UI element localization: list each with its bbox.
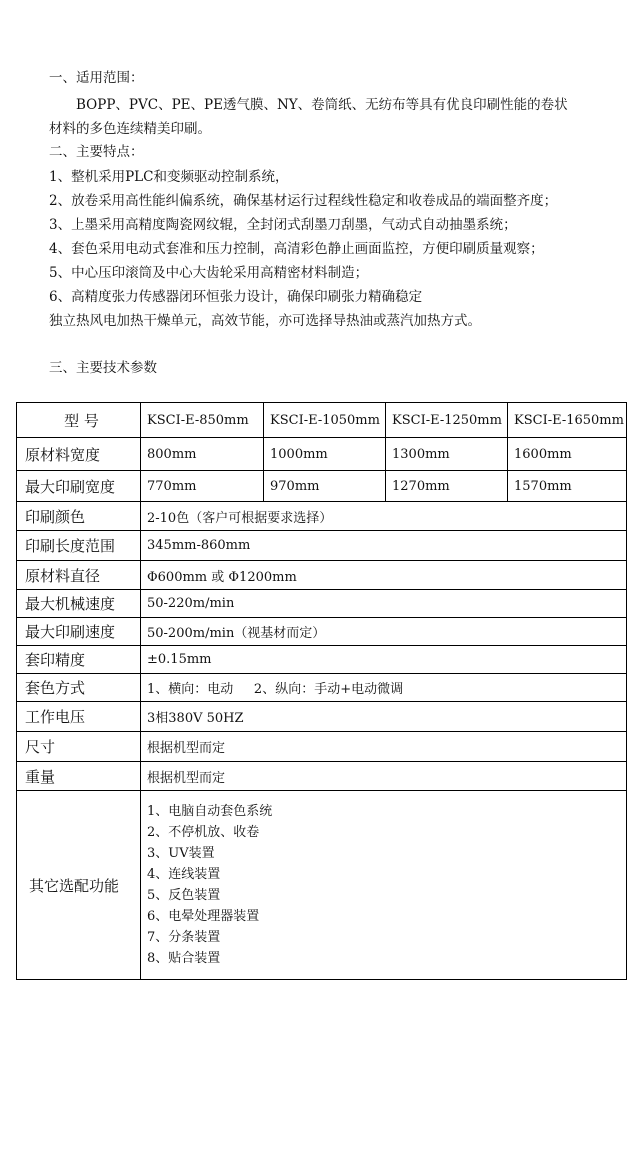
model-label: 型 号 — [17, 403, 141, 438]
row-label: 原材料直径 — [17, 561, 141, 590]
row-label: 最大机械速度 — [17, 590, 141, 618]
scope-title: 一、适用范围： — [49, 70, 144, 86]
row-label: 印刷颜色 — [17, 502, 141, 531]
row-value: 50-200m/min（视基材而定） — [141, 618, 627, 646]
table-row — [17, 732, 627, 762]
table-header-row — [17, 403, 627, 438]
scope-text: 材料的多色连续精美印刷。 — [49, 121, 211, 137]
row-value: 345mm-860mm — [141, 531, 627, 561]
row-value: ±0.15mm — [141, 646, 627, 674]
options-list — [141, 791, 627, 980]
table-row — [17, 674, 627, 702]
row-value: 1、横向：电动 2、纵向：手动+电动微调 — [141, 674, 627, 702]
row-value: 1570mm — [508, 471, 627, 502]
model-cell: KSCI-E-1650mm — [508, 403, 627, 438]
row-value: 2-10色（客户可根据要求选择） — [141, 502, 627, 531]
scope-text: BOPP、PVC、PE、PE透气膜、NY、卷筒纸、无纺布等具有优良印刷性能的卷状 — [76, 97, 568, 113]
row-value: 1000mm — [264, 438, 386, 471]
option-item: 5、反色装置 — [147, 888, 221, 903]
table-row — [17, 531, 627, 561]
option-item: 2、不停机放、收卷 — [147, 825, 260, 840]
option-item: 3、UV装置 — [147, 846, 215, 861]
model-cell: KSCI-E-850mm — [141, 403, 264, 438]
row-value: 根据机型而定 — [141, 732, 627, 762]
feature-item: 5、中心压印滚筒及中心大齿轮采用高精密材料制造； — [49, 265, 369, 281]
options-row — [17, 791, 627, 980]
params-title: 三、主要技术参数 — [49, 360, 157, 376]
row-value: 770mm — [141, 471, 264, 502]
row-value: Φ600mm 或 Φ1200mm — [141, 561, 627, 590]
row-value: 1270mm — [386, 471, 508, 502]
row-label: 套色方式 — [17, 674, 141, 702]
table-row — [17, 561, 627, 590]
feature-item: 4、套色采用电动式套准和压力控制，高清彩色静止画面监控，方便印刷质量观察； — [49, 241, 544, 257]
row-label: 最大印刷速度 — [17, 618, 141, 646]
row-value: 1600mm — [508, 438, 627, 471]
row-value: 1300mm — [386, 438, 508, 471]
table-row — [17, 502, 627, 531]
table-row — [17, 762, 627, 791]
row-value: 50-220m/min — [141, 590, 627, 618]
table-row — [17, 702, 627, 732]
table-row — [17, 618, 627, 646]
table-row — [17, 590, 627, 618]
row-label: 工作电压 — [17, 702, 141, 732]
option-item: 8、贴合装置 — [147, 951, 221, 966]
option-item: 1、电脑自动套色系统 — [147, 804, 273, 819]
row-value: 3相380V 50HZ — [141, 702, 627, 732]
spec-table — [16, 402, 627, 980]
option-item: 6、电晕处理器装置 — [147, 909, 260, 924]
feature-item: 独立热风电加热干燥单元，高效节能，亦可选择导热油或蒸汽加热方式。 — [49, 313, 481, 329]
feature-item: 2、放卷采用高性能纠偏系统，确保基材运行过程线性稳定和收卷成品的端面整齐度； — [49, 193, 558, 209]
table-row — [17, 438, 627, 471]
model-cell: KSCI-E-1050mm — [264, 403, 386, 438]
feature-item: 3、上墨采用高精度陶瓷网纹辊，全封闭式刮墨刀刮墨，气动式自动抽墨系统； — [49, 217, 517, 233]
option-item: 7、分条装置 — [147, 930, 221, 945]
row-value: 800mm — [141, 438, 264, 471]
row-label: 原材料宽度 — [17, 438, 141, 471]
row-value: 根据机型而定 — [141, 762, 627, 791]
row-label: 套印精度 — [17, 646, 141, 674]
row-label: 最大印刷宽度 — [17, 471, 141, 502]
features-title: 二、主要特点： — [49, 144, 144, 160]
row-label: 其它选配功能 — [17, 791, 141, 980]
model-cell: KSCI-E-1250mm — [386, 403, 508, 438]
row-label: 尺寸 — [17, 732, 141, 762]
row-label: 印刷长度范围 — [17, 531, 141, 561]
row-label: 重量 — [17, 762, 141, 791]
feature-item: 1、整机采用PLC和变频驱动控制系统， — [49, 169, 289, 185]
table-row — [17, 471, 627, 502]
table-row — [17, 646, 627, 674]
feature-item: 6、高精度张力传感器闭环恒张力设计，确保印刷张力精确稳定 — [49, 289, 423, 305]
row-value: 970mm — [264, 471, 386, 502]
option-item: 4、连线装置 — [147, 867, 221, 882]
